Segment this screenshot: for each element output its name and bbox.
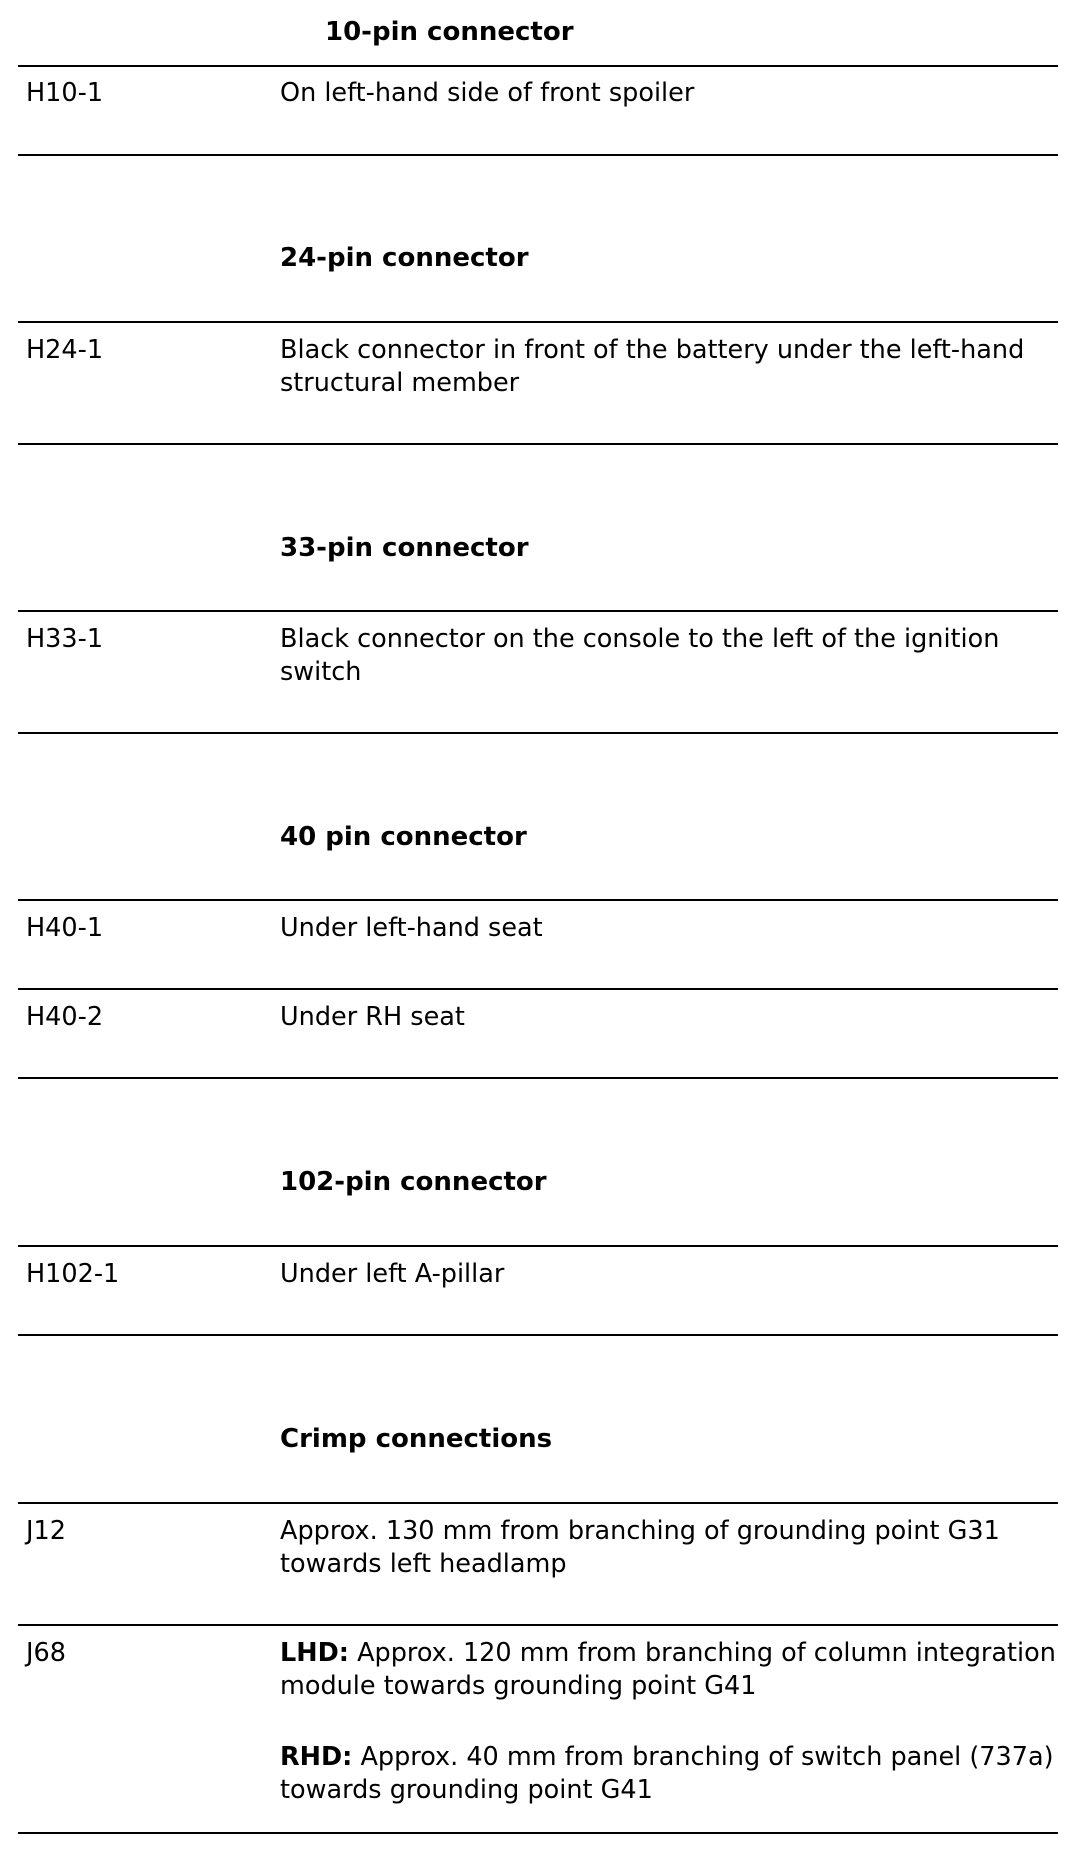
table-rule [18,899,1058,901]
connector-location: Black connector in front of the battery under the left-hand structural member [280,335,1025,398]
rhd-label: RHD: [280,1742,353,1772]
section-heading-40-pin: 40 pin connector [280,822,527,852]
table-rule [18,1502,1058,1504]
connector-location: On left-hand side of front spoiler [280,78,695,108]
connector-location: Under left A-pillar [280,1259,505,1289]
rhd-text: Approx. 40 mm from branching of switch panel (737a) towards grounding point G41 [280,1742,1054,1805]
section-heading-33-pin: 33-pin connector [280,533,529,563]
table-rule [18,1334,1058,1336]
table-rule [18,65,1058,67]
section-heading-24-pin: 24-pin connector [280,243,529,273]
connector-code: H10-1 [26,78,104,108]
table-rule [18,732,1058,734]
connector-location: Under left-hand seat [280,913,543,943]
connector-code: H33-1 [26,624,104,654]
table-rule [18,154,1058,156]
connector-code: H40-1 [26,913,104,943]
table-rule [18,443,1058,445]
lhd-variant [280,1637,1058,1703]
connector-location: Approx. 130 mm from branching of grounding point G31 towards left headlamp [280,1516,1000,1579]
connector-location: Under RH seat [280,1002,465,1032]
connector-code: H102-1 [26,1259,120,1289]
table-rule [18,321,1058,323]
section-heading-102-pin: 102-pin connector [280,1167,547,1197]
connector-code: H40-2 [26,1002,104,1032]
lhd-text: Approx. 120 mm from branching of column integration module towards grounding point G41 [280,1638,1056,1701]
connector-location: Black connector on the console to the left of the ignition switch [280,624,1000,687]
connector-code: H24-1 [26,335,104,365]
section-heading-10-pin: 10-pin connector [325,17,574,47]
table-rule [18,1832,1058,1834]
table-rule [18,988,1058,990]
table-rule [18,1624,1058,1626]
connector-location-variants [280,1637,1058,1807]
table-rule [18,1077,1058,1079]
table-rule [18,610,1058,612]
lhd-label: LHD: [280,1638,349,1668]
connector-code: J68 [26,1638,66,1668]
section-heading-crimp: Crimp connections [280,1424,553,1454]
connector-code: J12 [26,1516,66,1546]
rhd-variant [280,1741,1058,1807]
table-rule [18,1245,1058,1247]
